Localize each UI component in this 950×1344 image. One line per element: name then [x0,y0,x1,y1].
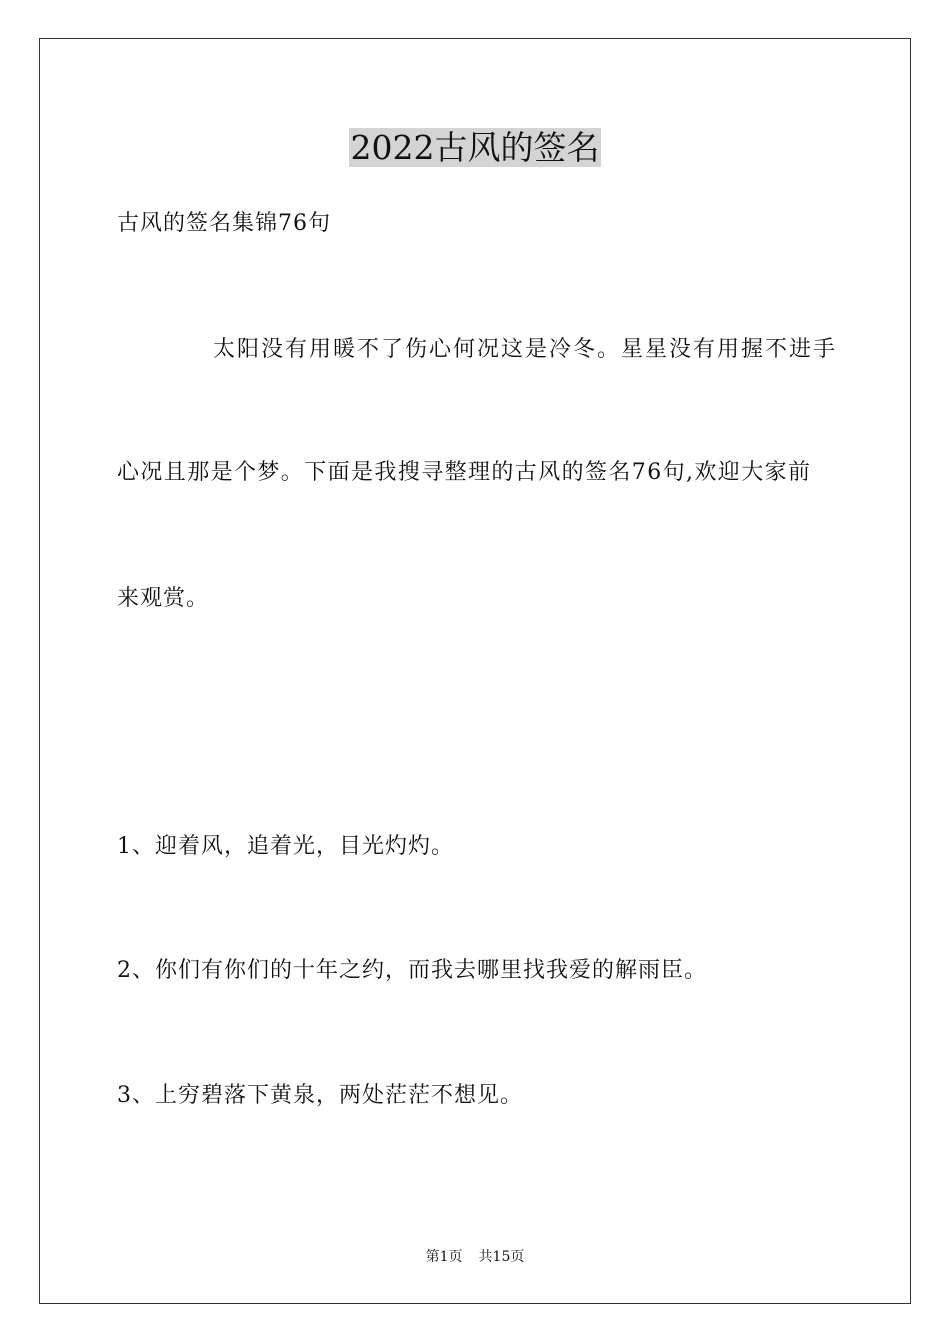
intro-paragraph-line-1: 太阳没有用暖不了伤心何况这是冷冬。星星没有用握不进手 [213,337,838,362]
list-item: 1、迎着风，追着光，目光灼灼。 [117,834,454,859]
intro-paragraph-line-2: 心况且那是个梦。下面是我搜寻整理的古风的签名76句,欢迎大家前 [117,460,812,485]
list-item: 2、你们有你们的十年之约，而我去哪里找我爱的解雨臣。 [117,958,707,983]
document-title-text: 2022古风的签名 [350,128,600,167]
page-footer [0,1247,950,1267]
list-item: 3、上穷碧落下黄泉，两处茫茫不想见。 [117,1083,523,1108]
page-total: 共15页 [478,1249,525,1265]
intro-paragraph-line-3: 来观赏。 [117,586,210,611]
document-title [0,126,950,170]
document-subtitle: 古风的签名集锦76句 [117,211,331,236]
page-number: 第1页 [425,1249,463,1265]
